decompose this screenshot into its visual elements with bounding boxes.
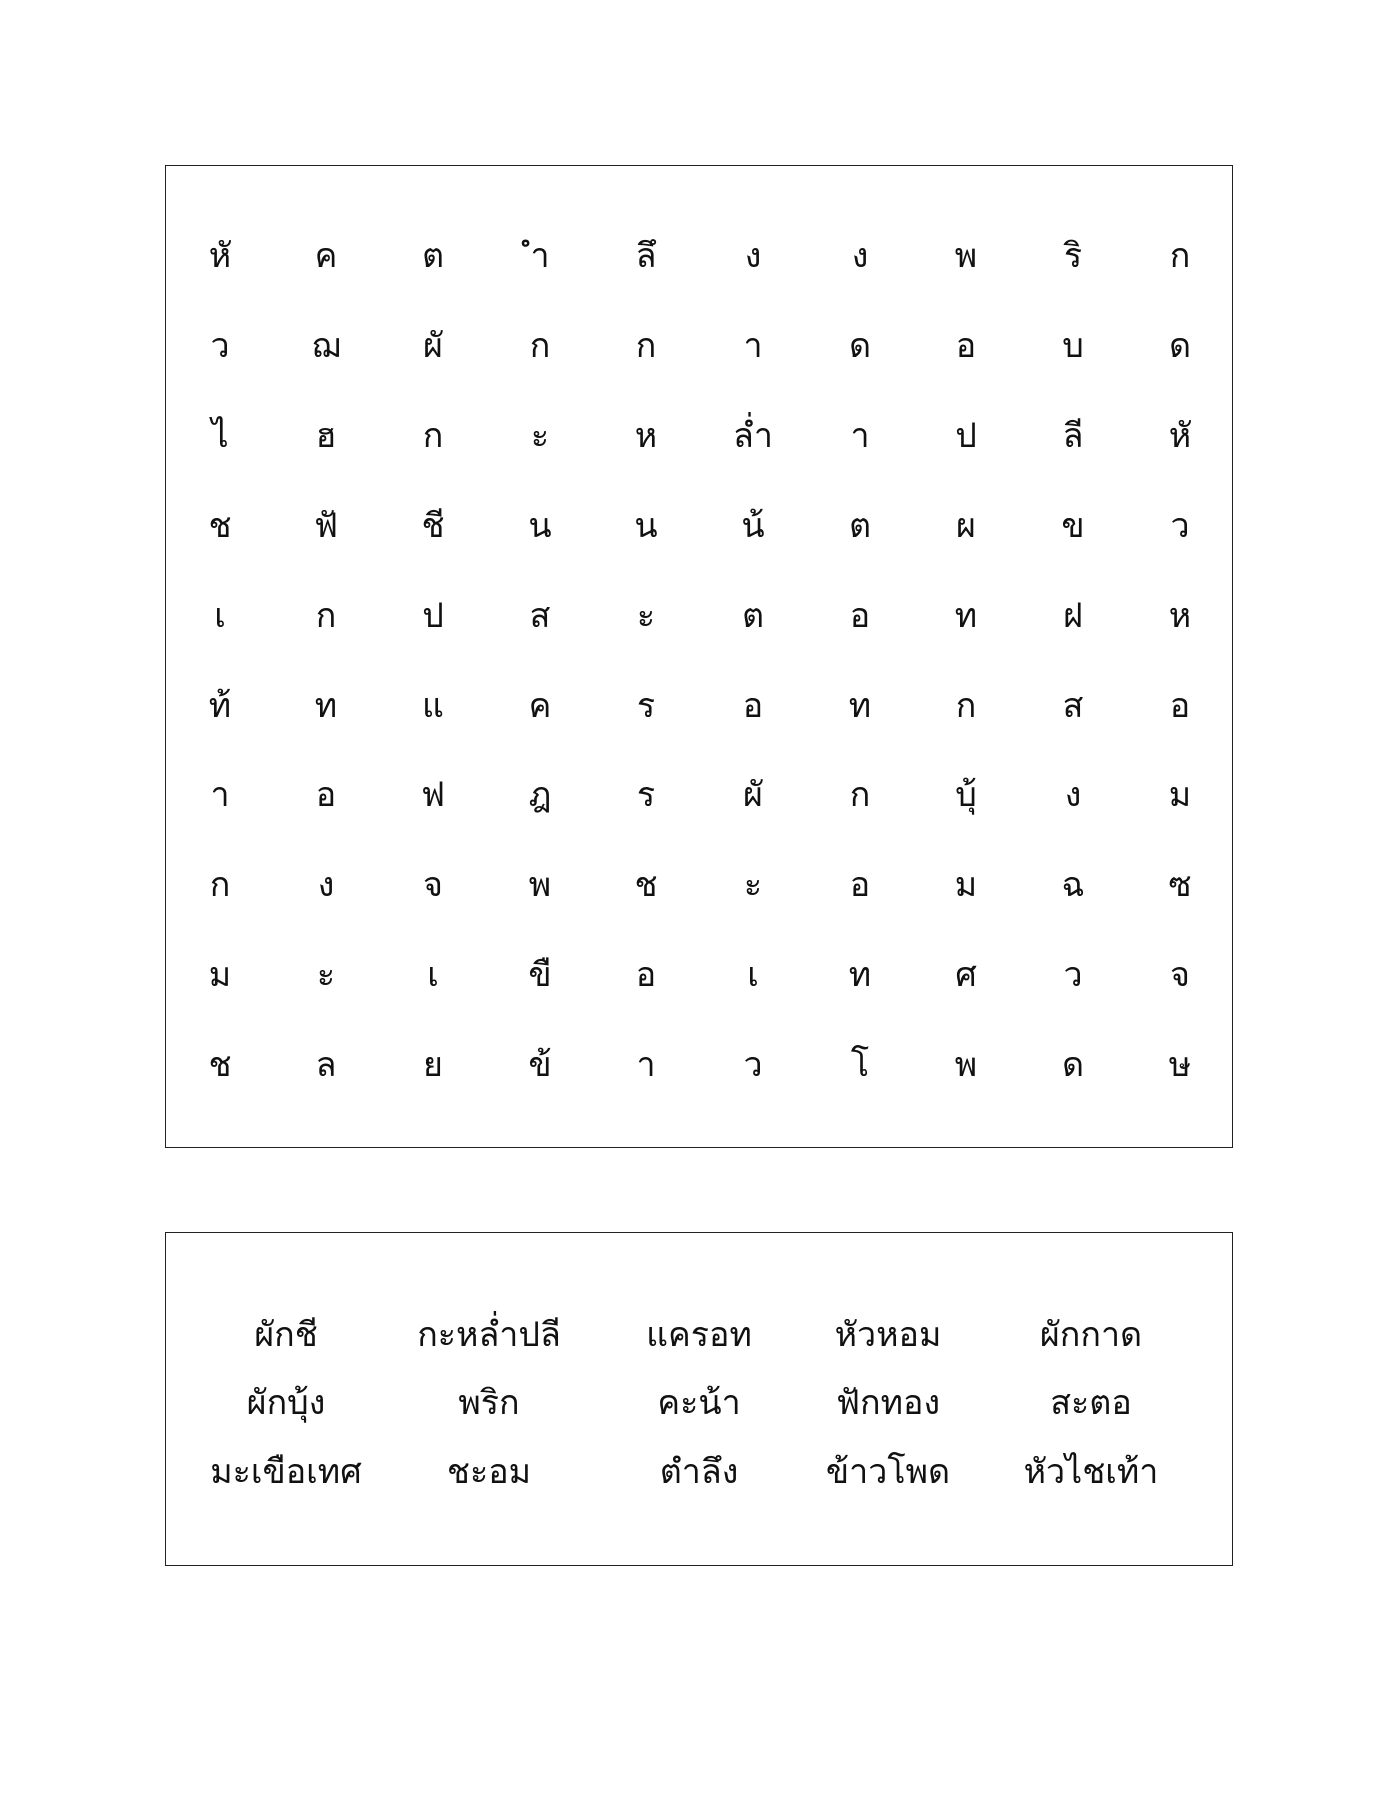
word-list-item: หัวไชเท้า [1023,1452,1159,1492]
grid-cell: พ [954,1045,978,1085]
grid-cell: อ [1169,686,1191,726]
grid-cell: ต [741,596,765,636]
grid-cell: ฎ [528,775,552,815]
word-list-item: หัวหอม [834,1315,942,1355]
grid-cell: ลึ [635,236,657,276]
grid-cell: ฮ [315,416,337,456]
grid-cell: า [636,1045,656,1085]
grid-cell: ริ [1063,236,1083,276]
grid-cell: ชี [421,506,445,546]
grid-cell: ง [317,865,335,905]
grid-cell: ด [1061,1045,1085,1085]
grid-cell: ต [848,506,872,546]
word-list-item: ผักกาด [1039,1315,1143,1355]
grid-cell: ฟั [313,506,339,546]
grid-cell: หั [1168,416,1192,456]
grid-cell: ก [529,326,551,366]
grid-cell: ล [315,1045,337,1085]
grid-cell: ะ [636,596,656,636]
word-list-item: ผักชี [254,1315,318,1355]
grid-cell: ว [210,326,230,366]
grid-cell: ว [1170,506,1190,546]
grid-cell: พ [528,865,552,905]
grid-cell: น้ [741,506,765,546]
grid-cell: ลี [1062,416,1084,456]
grid-cell: ซ [1168,865,1192,905]
word-list-item: กะหล่ำปลี [417,1315,561,1355]
grid-cell: ด [1168,326,1192,366]
grid-cell: ร [636,686,656,726]
grid-cell: ด [848,326,872,366]
grid-cell: ม [208,955,232,995]
grid-cell: ะ [316,955,336,995]
grid-cell: น [634,506,658,546]
grid-cell: ผั [743,775,763,815]
grid-cell: หั [208,236,232,276]
grid-cell: ห [1168,596,1192,636]
word-list-item: ผักบุ้ง [246,1383,326,1423]
word-list-item: พริก [458,1383,520,1423]
grid-cell: บ [1062,326,1084,366]
grid-cell: ส [529,596,551,636]
grid-cell: ค [528,686,552,726]
grid-cell: ย [423,1045,443,1085]
grid-cell: า [850,416,870,456]
grid-cell: ร [636,775,656,815]
grid-cell: จ [1170,955,1190,995]
grid-cell: ท [954,596,978,636]
word-list-item: สะตอ [1050,1383,1132,1423]
grid-cell: อ [742,686,764,726]
grid-cell: อ [635,955,657,995]
word-list-box [165,1232,1233,1566]
grid-cell: แ [422,686,444,726]
grid-cell: ก [422,416,444,456]
letter-grid [166,166,1232,1147]
grid-cell: ห [634,416,658,456]
grid-cell: ไ [211,416,229,456]
grid-cell: ำ [530,236,550,276]
grid-cell: ล่ำ [733,416,773,456]
grid-cell: เ [427,955,439,995]
grid-cell: ฝ [1063,596,1083,636]
grid-cell: ก [849,775,871,815]
grid-cell: เ [214,596,226,636]
word-list-item: ข้าวโพด [825,1452,951,1492]
grid-cell: ม [954,865,978,905]
grid-cell: ป [422,596,444,636]
grid-cell: อ [955,326,977,366]
grid-cell: ขื [528,955,552,995]
grid-cell: ฟ [420,775,446,815]
grid-cell: น [528,506,552,546]
grid-cell: ษ [1168,1045,1192,1085]
grid-cell: ว [743,1045,763,1085]
grid-cell: พ [954,236,978,276]
grid-cell: ช [634,865,658,905]
grid-cell: ข้ [528,1045,552,1085]
grid-cell: ง [851,236,869,276]
word-list-item: คะน้า [657,1383,741,1423]
grid-cell: ก [955,686,977,726]
letter-grid-box [165,165,1233,1148]
grid-cell: ต [421,236,445,276]
word-list-item: แครอท [646,1315,752,1355]
grid-cell: ศ [955,955,977,995]
word-list-item: ฟักทอง [835,1383,941,1423]
grid-cell: ก [635,326,657,366]
grid-cell: ช [208,1045,232,1085]
word-list-item: ชะอม [446,1452,532,1492]
grid-cell: อ [315,775,337,815]
grid-cell: ก [315,596,337,636]
grid-cell: ง [1064,775,1082,815]
grid-cell: ข [1061,506,1085,546]
grid-cell: ก [209,865,231,905]
grid-cell: จ [423,865,443,905]
grid-cell: ท้ [208,686,232,726]
grid-cell: ส [1062,686,1084,726]
grid-cell: ค [314,236,338,276]
grid-cell: อ [849,596,871,636]
grid-cell: า [210,775,230,815]
word-list-item: ตำลึง [659,1452,739,1492]
grid-cell: ผั [423,326,443,366]
grid-cell: ก [1169,236,1191,276]
grid-cell: ช [208,506,232,546]
word-list-item: มะเขือเทศ [210,1452,362,1492]
grid-cell: เ [747,955,759,995]
grid-cell: ะ [530,416,550,456]
grid-cell: บุ้ [955,775,977,815]
grid-cell: อ [849,865,871,905]
grid-cell: ฌ [311,326,341,366]
grid-cell: า [743,326,763,366]
grid-cell: ท [848,686,872,726]
grid-cell: โ [850,1045,870,1085]
grid-cell: ท [314,686,338,726]
grid-cell: ะ [743,865,763,905]
grid-cell: ป [955,416,977,456]
grid-cell: ม [1168,775,1192,815]
grid-cell: ว [1063,955,1083,995]
grid-cell: ฉ [1061,865,1085,905]
grid-cell: ง [744,236,762,276]
grid-cell: ผ [956,506,976,546]
grid-cell: ท [848,955,872,995]
